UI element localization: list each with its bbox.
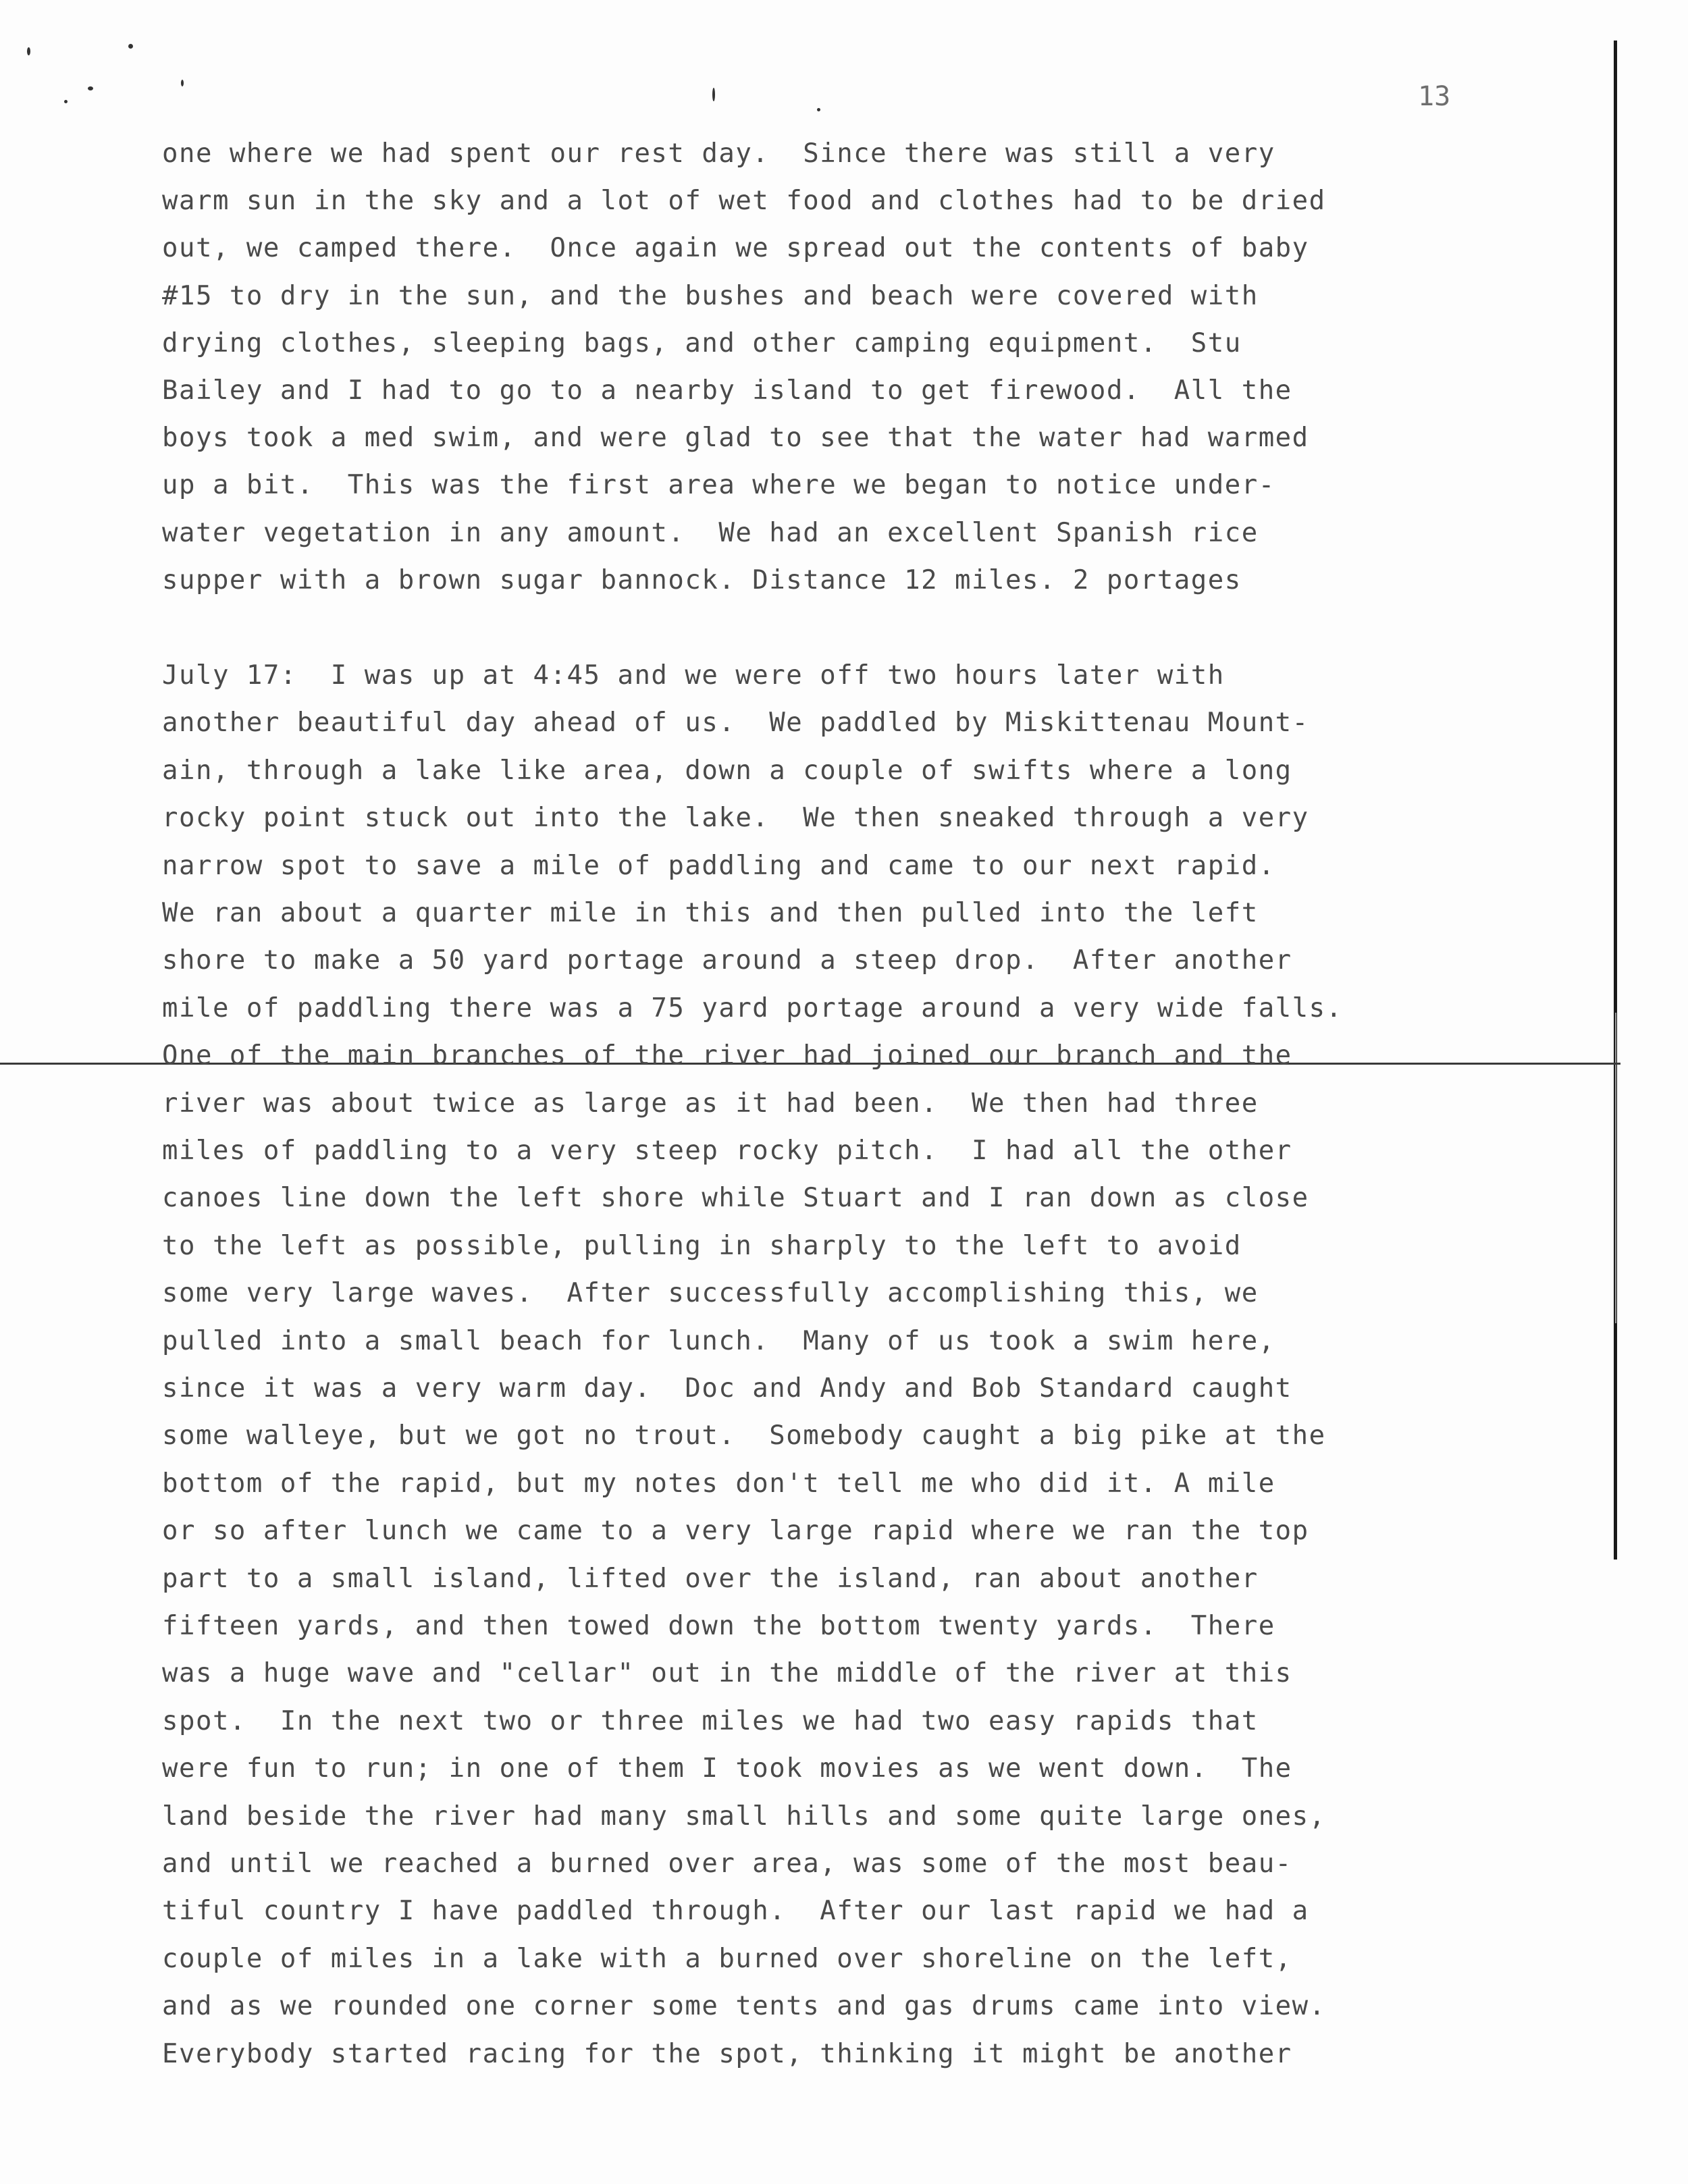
text-line: #15 to dry in the sun, and the bushes and beach were covered with [162, 280, 1259, 311]
text-line: were fun to run; in one of them I took movies as we went down. The [162, 1753, 1292, 1784]
text-line: out, we camped there. Once again we spread out the contents of baby [162, 233, 1309, 264]
scan-speck [817, 108, 820, 111]
scan-speck [88, 86, 93, 90]
scan-speck [27, 47, 30, 55]
text-line: ain, through a lake like area, down a couple of swifts where a long [162, 755, 1292, 786]
text-line: supper with a brown sugar bannock. Distance 12 miles. 2 portages [162, 564, 1242, 595]
page-edge-shadow [1615, 1013, 1616, 1323]
text-line: couple of miles in a lake with a burned over shoreline on the left, [162, 1943, 1292, 1974]
text-line: river was about twice as large as it had been. We then had three [162, 1088, 1259, 1119]
text-line: was a huge wave and "cellar" out in the middle of the river at this [162, 1658, 1292, 1689]
text-line: warm sun in the sky and a lot of wet food and clothes had to be dried [162, 186, 1326, 217]
text-line: or so after lunch we came to a very large rapid where we ran the top [162, 1516, 1309, 1547]
text-line: tiful country I have paddled through. After our last rapid we had a [162, 1896, 1309, 1927]
text-line: narrow spot to save a mile of paddling and came to our next rapid. [162, 850, 1275, 881]
text-line: and until we reached a burned over area, was some of the most beau- [162, 1848, 1292, 1879]
scan-speck [181, 80, 184, 86]
text-line: part to a small island, lifted over the island, ran about another [162, 1563, 1259, 1594]
scan-speck [128, 44, 133, 49]
text-line: boys took a med swim, and were glad to see that the water had warmed [162, 423, 1309, 454]
text-line: another beautiful day ahead of us. We paddled by Miskittenau Mount- [162, 708, 1309, 739]
text-line: pulled into a small beach for lunch. Many of us took a swim here, [162, 1325, 1275, 1356]
scan-speck [712, 88, 715, 101]
text-line: rocky point stuck out into the lake. We then sneaked through a very [162, 803, 1309, 834]
text-line: shore to make a 50 yard portage around a steep drop. After another [162, 945, 1292, 976]
text-line: since it was a very warm day. Doc and Andy and Bob Standard caught [162, 1373, 1292, 1404]
text-line: canoes line down the left shore while Stuart and I ran down as close [162, 1183, 1309, 1214]
text-line: fifteen yards, and then towed down the bottom twenty yards. There [162, 1611, 1275, 1641]
text-line: land beside the river had many small hills and some quite large ones, [162, 1801, 1326, 1832]
scan-speck [64, 100, 68, 103]
text-line: one where we had spent our rest day. Since there was still a very [162, 138, 1275, 169]
page-edge-line [1614, 41, 1617, 1560]
text-line: some very large waves. After successfully accomplishing this, we [162, 1278, 1259, 1309]
text-line: Bailey and I had to go to a nearby island to get firewood. All the [162, 375, 1292, 406]
text-line: July 17: I was up at 4:45 and we were off two hours later with [162, 660, 1225, 691]
text-line: up a bit. This was the first area where we began to notice under- [162, 470, 1275, 501]
text-line: miles of paddling to a very steep rocky pitch. I had all the other [162, 1136, 1292, 1166]
page-number: 13 [1418, 81, 1451, 112]
text-line: One of the main branches of the river had joined our branch and the [162, 1040, 1292, 1071]
text-line: water vegetation in any amount. We had an excellent Spanish rice [162, 517, 1259, 548]
text-line: to the left as possible, pulling in sharply to the left to avoid [162, 1230, 1242, 1261]
text-line: Everybody started racing for the spot, thinking it might be another [162, 2038, 1292, 2069]
text-line: mile of paddling there was a 75 yard portage around a very wide falls. [162, 992, 1343, 1023]
text-line: bottom of the rapid, but my notes don't tell me who did it. A mile [162, 1468, 1275, 1499]
text-line: We ran about a quarter mile in this and then pulled into the left [162, 898, 1259, 928]
text-line: drying clothes, sleeping bags, and other camping equipment. Stu [162, 327, 1242, 358]
text-line: spot. In the next two or three miles we had two easy rapids that [162, 1705, 1259, 1736]
text-line: and as we rounded one corner some tents and gas drums came into view. [162, 1991, 1326, 2022]
text-line: some walleye, but we got no trout. Somebody caught a big pike at the [162, 1420, 1326, 1451]
